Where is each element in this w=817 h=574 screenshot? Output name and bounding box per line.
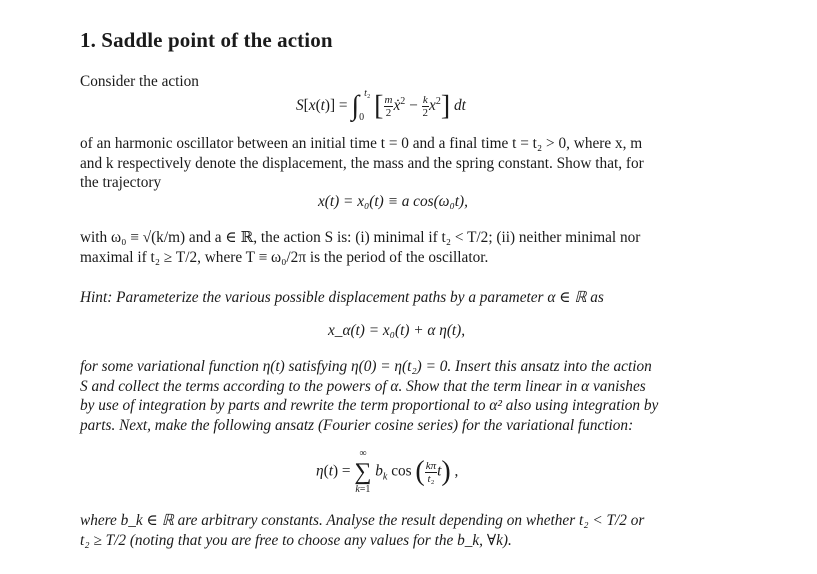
- paragraph-2: with ω₀ ≡ √(k/m) and a ∈ ℝ, the action S is: (i) minimal if t₂ < T/2; (ii) neither minimal nor maximal if t₂ ≥ T/2, where T ≡ ω₀/2π is the period of the oscillator.: [80, 229, 641, 266]
- final-paragraph: where b_k ∈ ℝ are arbitrary constants. Analyse the result depending on whether t₂ < T/2 or t₂ ≥ T/2 (noting that you are free to choose any values for the b_k, ∀k).: [80, 512, 645, 549]
- trajectory-equation: x(t) = x₀(t) ≡ a cos(ω₀t),: [318, 193, 468, 210]
- fourier-equation: η(t) = ∞ ∑ k=1 $b_k$ cos ( $\frac{k\pi}{\text{t₂}}$ t) ,: [316, 448, 459, 495]
- hint-paragraph: for some variational function η(t) satisfying η(0) = η(t₂) = 0. Insert this ansatz into the action S and collect the terms according to the powers of α. Show that the term linear in α vanishes by use of integration by parts and rewrite the term proportional to α² also using integration by parts. Next, make the following ansatz (Fourier cosine series) for the variational function:: [80, 358, 659, 434]
- paragraph-1: of an harmonic oscillator between an initial time t = 0 and a final time t = t₂ > 0, where x, m and k respectively denote the displacement, the mass and the spring constant. Show that, for the trajectory: [80, 135, 644, 192]
- hint-intro: Hint: Parameterize the various possible displacement paths by a parameter α ∈ ℝ as: [80, 289, 604, 306]
- ansatz-equation: x_α(t) = x₀(t) + α η(t),: [328, 322, 466, 339]
- action-equation: $S[x(t)] = \int_0^{t_2}$ [ $\frac{m}{2}$ ẋ$^2$ − $\frac{k}{2}$ $x^2$] dt: [296, 88, 466, 123]
- exercise-heading: 1. Saddle point of the action: [80, 28, 333, 52]
- intro-text: Consider the action: [80, 73, 199, 90]
